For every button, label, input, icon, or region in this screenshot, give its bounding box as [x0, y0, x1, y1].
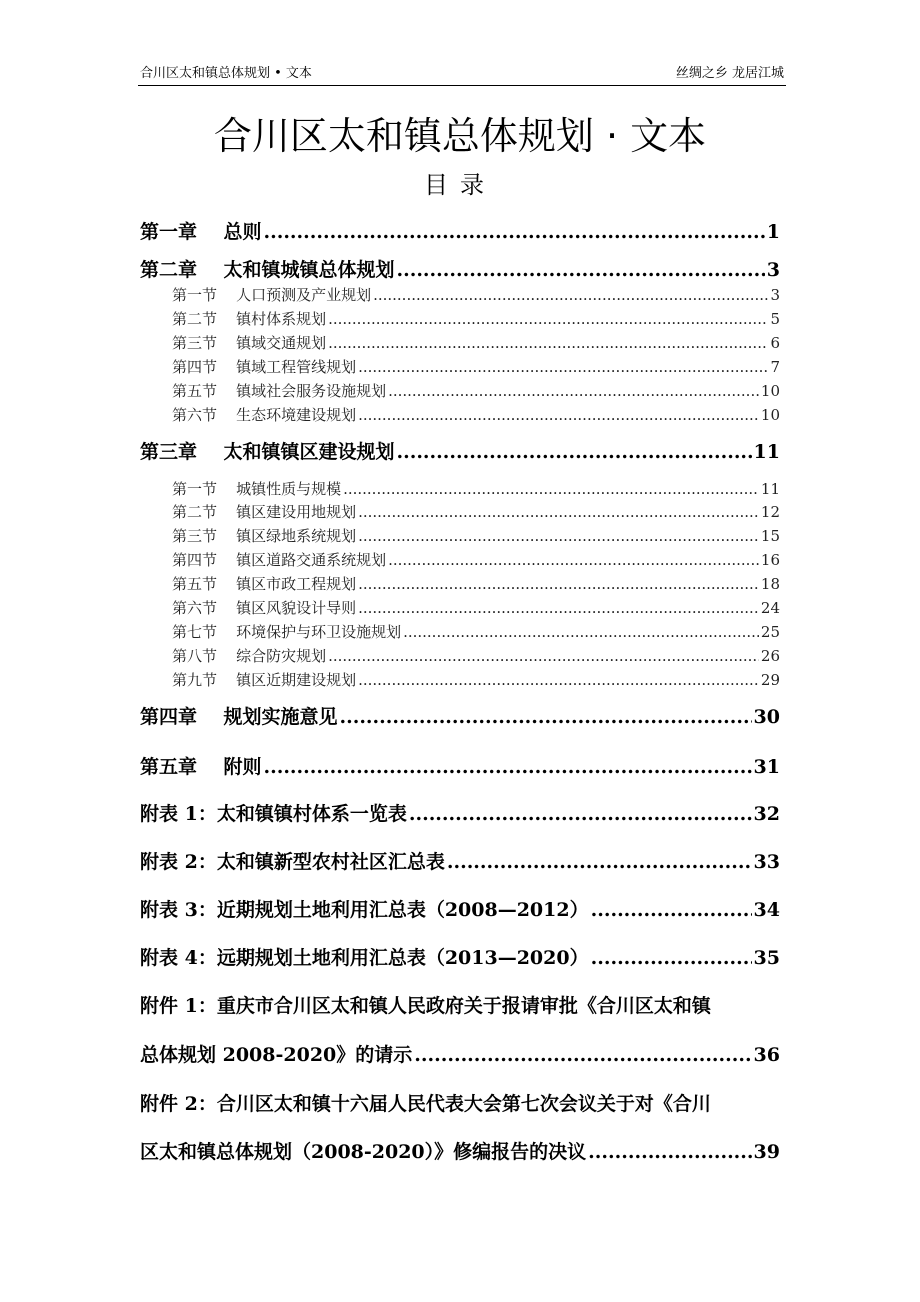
toc-entry-page: 5 — [770, 310, 780, 328]
toc-entry-section[interactable] — [172, 526, 780, 546]
toc-leader-dots — [388, 550, 759, 570]
toc-leader-dots — [358, 598, 759, 618]
toc-entry-page: 29 — [760, 671, 780, 689]
toc-entry-label: 第八节 综合防灾规划 — [172, 647, 327, 665]
toc-leader-dots — [447, 850, 752, 874]
toc-entry-label: 第二章 太和镇城镇总体规划 — [140, 259, 395, 281]
toc-leader-dots — [263, 755, 751, 779]
toc-entry-appendix-table-3[interactable] — [140, 898, 780, 922]
toc-entry-section[interactable] — [172, 502, 780, 522]
toc-leader-dots — [388, 381, 759, 401]
toc-entry-page: 15 — [760, 527, 780, 545]
toc-leader-dots — [328, 333, 768, 353]
toc-entry-label: 附表 4：远期规划土地利用汇总表（2013—2020） — [140, 947, 589, 969]
toc-entry-attachment-2[interactable] — [140, 1140, 780, 1164]
toc-entry-label: 第一节 城镇性质与规模 — [172, 480, 342, 498]
toc-entry-page: 34 — [753, 899, 780, 921]
toc-leader-dots — [263, 220, 764, 244]
toc-entry-section[interactable] — [172, 333, 780, 353]
toc-entry-section[interactable] — [172, 357, 780, 377]
toc-entry-label: 第四章 规划实施意见 — [140, 706, 338, 728]
toc-entry-label: 第三章 太和镇镇区建设规划 — [140, 441, 395, 463]
toc-entry-section[interactable] — [172, 550, 780, 570]
toc-entry-section[interactable] — [172, 670, 780, 690]
toc-entry-section[interactable] — [172, 574, 780, 594]
toc-entry-page: 3 — [766, 259, 780, 281]
toc-entry-page: 35 — [753, 947, 780, 969]
toc-entry-attachment-1-line-1[interactable]: 附件 1：重庆市合川区太和镇人民政府关于报请审批《合川区太和镇 — [140, 995, 711, 1017]
toc-entry-page: 10 — [760, 382, 780, 400]
toc-entry-label: 第五节 镇域社会服务设施规划 — [172, 382, 387, 400]
toc-entry-page: 39 — [753, 1141, 780, 1163]
toc-entry-label: 第七节 环境保护与环卫设施规划 — [172, 623, 402, 641]
toc-entry-attachment-2-line-1[interactable]: 附件 2：合川区太和镇十六届人民代表大会第七次会议关于对《合川 — [140, 1093, 711, 1115]
toc-entry-chapter-5[interactable] — [140, 755, 780, 779]
toc-leader-dots — [358, 526, 759, 546]
toc-leader-dots — [591, 898, 752, 922]
toc-leader-dots — [409, 802, 752, 826]
header-rule — [138, 85, 786, 86]
toc-entry-page: 25 — [760, 623, 780, 641]
toc-entry-page: 24 — [760, 599, 780, 617]
toc-entry-chapter-1[interactable] — [140, 220, 780, 244]
toc-leader-dots — [396, 440, 751, 464]
toc-leader-dots — [328, 309, 768, 329]
toc-entry-page: 11 — [753, 441, 780, 463]
toc-entry-page: 3 — [770, 286, 780, 304]
toc-entry-section[interactable] — [172, 646, 780, 666]
toc-leader-dots — [358, 357, 768, 377]
toc-entry-appendix-table-1[interactable] — [140, 802, 780, 826]
toc-leader-dots — [339, 705, 751, 729]
header-left-text: 合川区太和镇总体规划 • 文本 — [140, 66, 312, 81]
toc-leader-dots — [358, 574, 759, 594]
toc-leader-dots — [588, 1140, 751, 1164]
toc-entry-page: 1 — [766, 221, 780, 243]
toc-entry-label: 第一节 人口预测及产业规划 — [172, 286, 372, 304]
toc-entry-page: 7 — [770, 358, 780, 376]
toc-entry-appendix-table-2[interactable] — [140, 850, 780, 874]
toc-leader-dots — [358, 502, 759, 522]
toc-entry-label: 第五章 附则 — [140, 756, 262, 778]
toc-heading: 目录 — [424, 171, 496, 199]
header-right-text: 丝绸之乡 龙居江城 — [675, 66, 784, 81]
toc-entry-label: 第九节 镇区近期建设规划 — [172, 671, 357, 689]
toc-entry-page: 32 — [753, 803, 780, 825]
toc-entry-page: 33 — [753, 851, 780, 873]
toc-entry-section[interactable] — [172, 309, 780, 329]
toc-entry-label: 第五节 镇区市政工程规划 — [172, 575, 357, 593]
toc-entry-chapter-3[interactable] — [140, 440, 780, 464]
toc-entry-chapter-2[interactable] — [140, 258, 780, 282]
toc-entry-section[interactable] — [172, 405, 780, 425]
toc-entry-label: 第一章 总则 — [140, 221, 262, 243]
toc-leader-dots — [396, 258, 764, 282]
toc-leader-dots — [358, 405, 759, 425]
toc-leader-dots — [328, 646, 759, 666]
toc-entry-label: 第二节 镇村体系规划 — [172, 310, 327, 328]
toc-entry-label: 第四节 镇域工程管线规划 — [172, 358, 357, 376]
toc-entry-page: 6 — [770, 334, 780, 352]
document-title: 合川区太和镇总体规划 · 文本 — [213, 114, 707, 158]
toc-entry-label: 第六节 生态环境建设规划 — [172, 406, 357, 424]
toc-leader-dots — [373, 285, 768, 305]
toc-entry-label: 总体规划 2008-2020》的请示 — [140, 1044, 413, 1066]
toc-entry-page: 10 — [760, 406, 780, 424]
toc-leader-dots — [591, 946, 752, 970]
toc-entry-label: 第三节 镇区绿地系统规划 — [172, 527, 357, 545]
toc-entry-section[interactable] — [172, 598, 780, 618]
toc-entry-section[interactable] — [172, 479, 780, 499]
toc-entry-appendix-table-4[interactable] — [140, 946, 780, 970]
toc-entry-page: 36 — [753, 1044, 780, 1066]
toc-entry-page: 16 — [760, 551, 780, 569]
toc-entry-page: 11 — [760, 480, 780, 498]
toc-entry-section[interactable] — [172, 622, 780, 642]
toc-entry-label: 第二节 镇区建设用地规划 — [172, 503, 357, 521]
toc-entry-page: 12 — [760, 503, 780, 521]
toc-entry-label: 第四节 镇区道路交通系统规划 — [172, 551, 387, 569]
toc-entry-label: 附表 2：太和镇新型农村社区汇总表 — [140, 851, 445, 873]
toc-leader-dots — [358, 670, 759, 690]
toc-entry-label: 第三节 镇域交通规划 — [172, 334, 327, 352]
toc-leader-dots — [343, 479, 759, 499]
toc-entry-attachment-1[interactable] — [140, 1043, 780, 1067]
toc-leader-dots — [403, 622, 759, 642]
toc-entry-section[interactable] — [172, 381, 780, 401]
toc-entry-section[interactable] — [172, 285, 780, 305]
toc-entry-chapter-4[interactable] — [140, 705, 780, 729]
toc-entry-page: 18 — [760, 575, 780, 593]
toc-entry-label: 附表 3：近期规划土地利用汇总表（2008—2012） — [140, 899, 589, 921]
toc-leader-dots — [414, 1043, 751, 1067]
toc-entry-page: 31 — [753, 756, 780, 778]
running-header — [138, 66, 786, 86]
toc-entry-page: 30 — [753, 706, 780, 728]
toc-entry-label: 区太和镇总体规划（2008-2020）》修编报告的决议 — [140, 1141, 587, 1163]
toc-entry-page: 26 — [760, 647, 780, 665]
toc-entry-label: 附表 1：太和镇镇村体系一览表 — [140, 803, 407, 825]
toc-entry-label: 第六节 镇区风貌设计导则 — [172, 599, 357, 617]
